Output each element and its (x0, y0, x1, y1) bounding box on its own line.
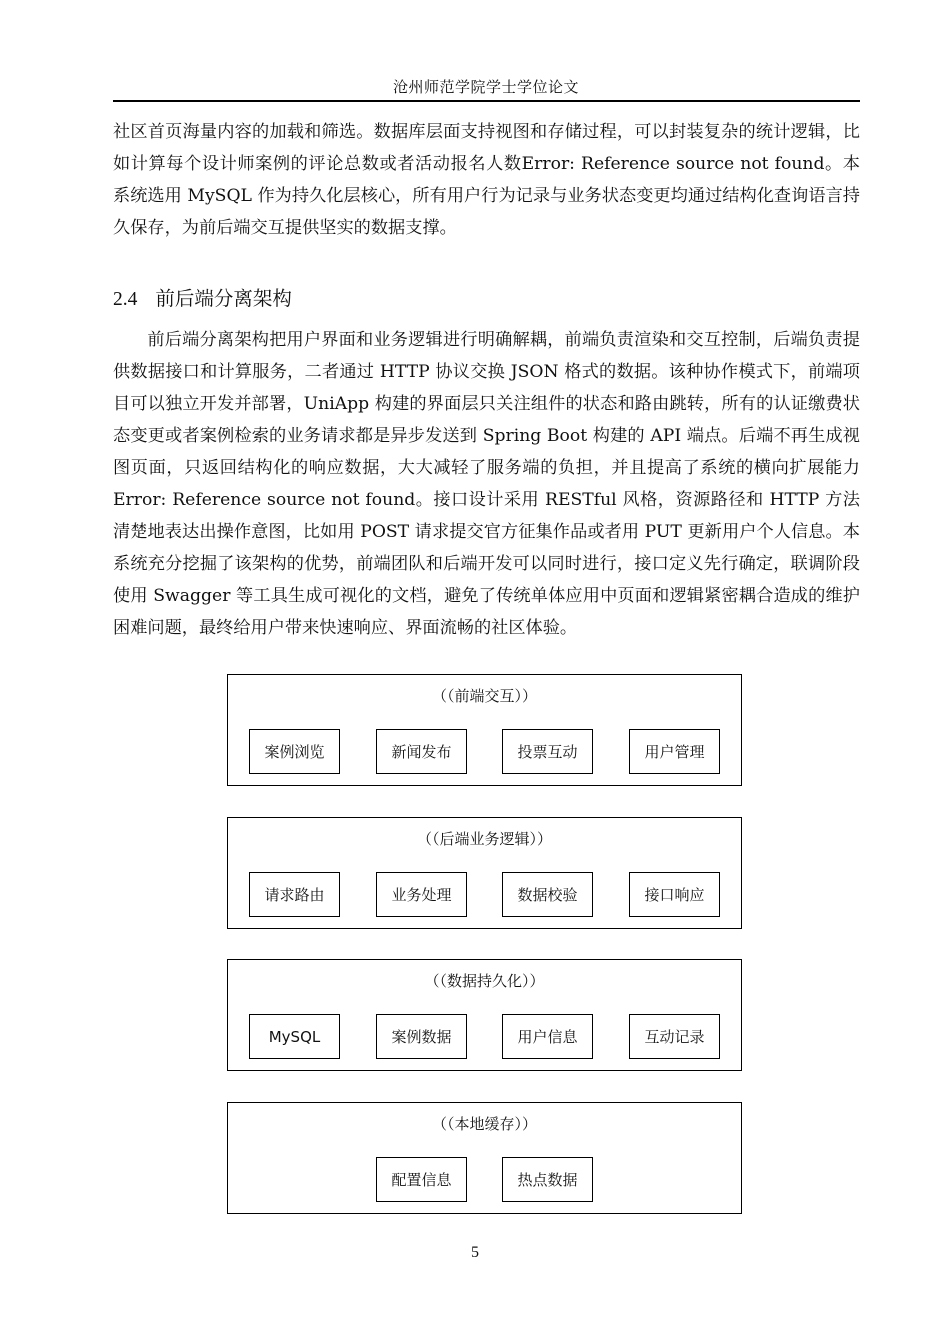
layer-item: 新闻发布 (376, 729, 467, 774)
layer-frontend (227, 674, 742, 786)
page-number: 5 (471, 1244, 479, 1261)
layer-item: MySQL (249, 1014, 340, 1059)
layer-item: 互动记录 (629, 1014, 720, 1059)
layer-item: 请求路由 (249, 872, 340, 917)
layer-title: （（本地缓存）） (431, 1115, 537, 1133)
layer-title: （（数据持久化）） (424, 972, 545, 990)
layer-title: （（前端交互）） (431, 687, 537, 705)
layer-item: 配置信息 (376, 1157, 467, 1202)
layer-backend (227, 817, 742, 929)
layer-item: 案例数据 (376, 1014, 467, 1059)
section-number: 2.4 (113, 289, 138, 310)
paragraph-architecture: 前后端分离架构把用户界面和业务逻辑进行明确解耦，前端负责渲染和交互控制，后端负责提供数据接口和计算服务，二者通过 HTTP 协议交换 JSON 格式的数据。该种协作模式下，前端项目可以独立开发并部署，UniApp 构建的界面层只关注组件的状态和路由跳转，所有的认证缴费状态变更或者案例检索的业务请求都是异步发送到 Spring Boot 构建的 API 端点。后端不再生成视图页面，只返回结构化的响应数据，大大减轻了服务端的负担，并且提高了系统的横向扩展能力Error: Reference source not found。接口设计采用 RESTful 风格，资源路径和 HTTP 方法清楚地表达出操作意图，比如用 POST 请求提交官方征集作品或者用 PUT 更新用户个人信息。本系统充分挖掘了该架构的优势，前端团队和后端开发可以同时进行，接口定义先行确定，联调阶段使用 Swagger 等工具生成可视化的文档，避免了传统单体应用中页面和逻辑紧密耦合造成的维护困难问题，最终给用户带来快速响应、界面流畅的社区体验。 (113, 330, 860, 638)
layer-cache (227, 1102, 742, 1214)
layer-item: 热点数据 (502, 1157, 593, 1202)
header-rule (113, 100, 860, 102)
layer-item: 数据校验 (502, 872, 593, 917)
paragraph-database: 社区首页海量内容的加载和筛选。数据库层面支持视图和存储过程，可以封装复杂的统计逻辑，比如计算每个设计师案例的评论总数或者活动报名人数Error: Reference source not found。本系统选用 MySQL 作为持久化层核心，所有用户行为记录与业务状态变更均通过结构化查询语言持久保存，为前后端交互提供坚实的数据支撑。 (113, 122, 860, 238)
layer-item: 投票互动 (502, 729, 593, 774)
layer-item: 接口响应 (629, 872, 720, 917)
layer-item: 用户管理 (629, 729, 720, 774)
layer-item: 案例浏览 (249, 729, 340, 774)
page-header: 沧州师范学院学士学位论文 (392, 78, 579, 96)
layer-persistence (227, 959, 742, 1071)
layer-title: （（后端业务逻辑）） (416, 830, 552, 848)
section-heading (113, 283, 292, 311)
section-title: 前后端分离架构 (155, 287, 292, 310)
layer-item: 用户信息 (502, 1014, 593, 1059)
layer-item: 业务处理 (376, 872, 467, 917)
